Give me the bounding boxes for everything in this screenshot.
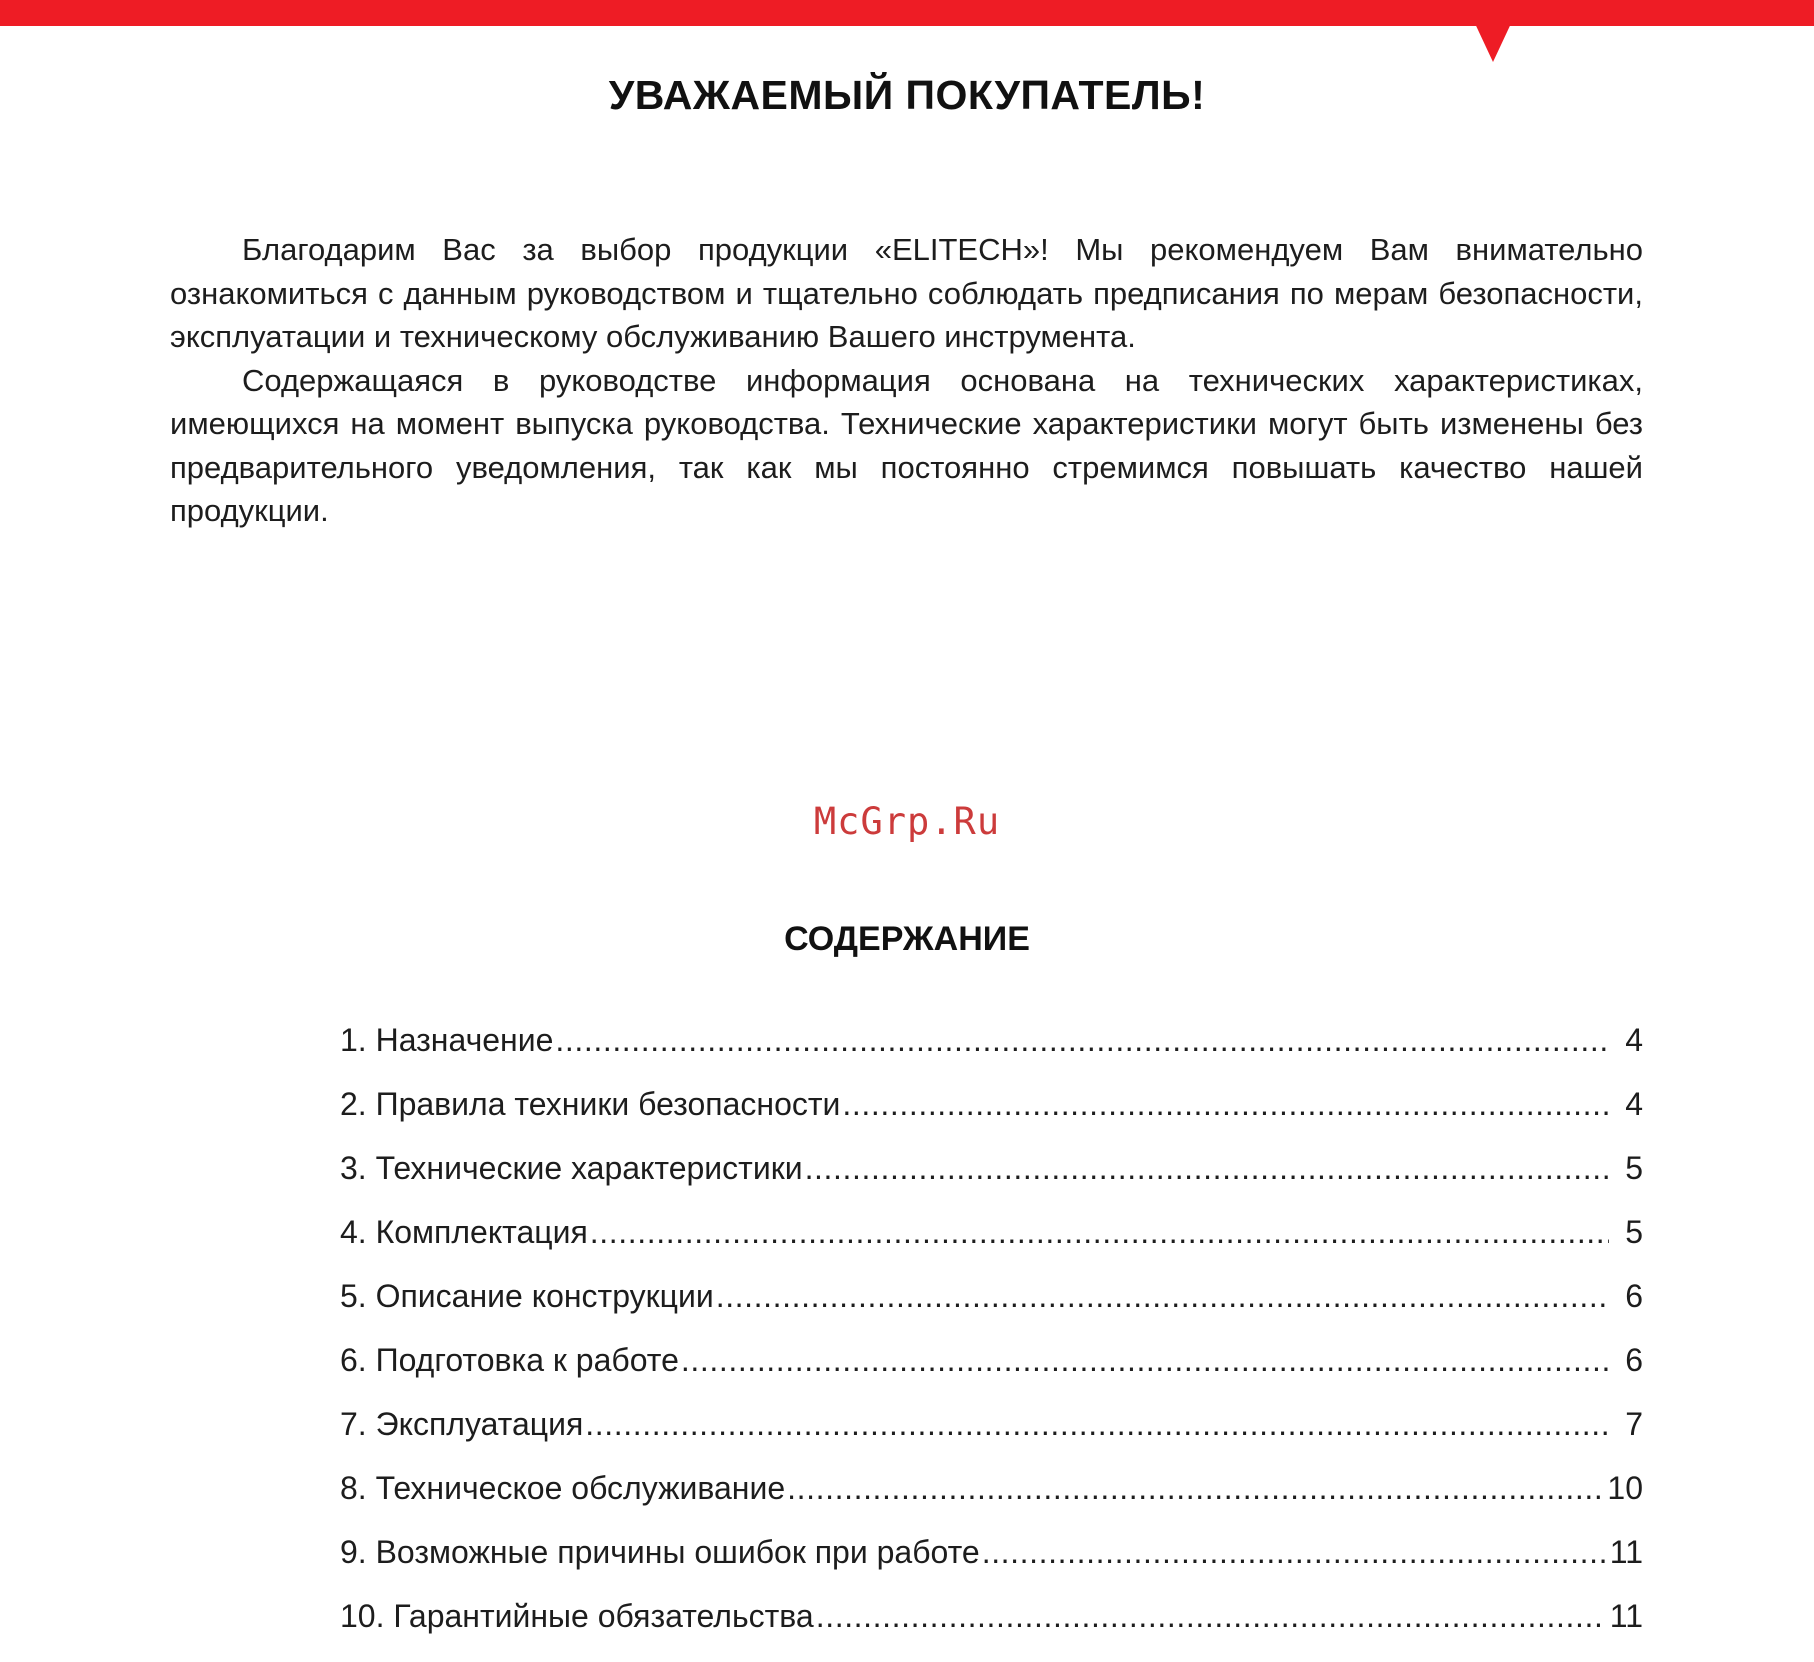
toc-item-preparation[interactable] (340, 1342, 1643, 1406)
toc-item-label: 6. Подготовка к работе (340, 1342, 679, 1378)
toc-item-troubleshooting[interactable] (340, 1534, 1643, 1598)
toc-title: СОДЕРЖАНИЕ (784, 920, 1030, 958)
toc-item-page: 4 (1625, 1022, 1643, 1058)
intro-text (170, 228, 1643, 533)
toc-item-warranty[interactable] (340, 1598, 1643, 1662)
toc-item-label: 5. Описание конструкции (340, 1278, 714, 1314)
header-red-band (0, 0, 1814, 26)
toc-item-label: 10. Гарантийные обязательства (340, 1598, 814, 1634)
toc-item-label: 7. Эксплуатация (340, 1406, 584, 1442)
toc-item-page: 11 (1609, 1598, 1643, 1634)
watermark: McGrp.Ru (813, 800, 1001, 843)
toc-item-page: 5 (1625, 1214, 1643, 1250)
toc-dot-leader (787, 1470, 1603, 1507)
toc-dot-leader (590, 1214, 1609, 1251)
toc-dot-leader (816, 1598, 1606, 1635)
intro-paragraph-1: Благодарим Вас за выбор продукции «ELITECH»! Мы рекомендуем Вам внимательно ознакомиться с данным руководством и тщательно соблюдать предписания по мерам безопасности, эксплуатации и техническому обслуживанию Вашего инструмента. (170, 232, 1643, 354)
toc-item-label: 1. Назначение (340, 1022, 554, 1058)
toc-item-purpose[interactable] (340, 1022, 1643, 1086)
toc-item-page: 10 (1607, 1470, 1643, 1506)
toc-item-design[interactable] (340, 1278, 1643, 1342)
page-title: УВАЖАЕМЫЙ ПОКУПАТЕЛЬ! (608, 72, 1206, 118)
toc-dot-leader (805, 1150, 1609, 1187)
toc-item-page: 11 (1609, 1534, 1643, 1570)
toc-item-page: 6 (1625, 1278, 1643, 1314)
toc-dot-leader (681, 1342, 1609, 1379)
toc-dot-leader (716, 1278, 1609, 1315)
toc-item-safety[interactable] (340, 1086, 1643, 1150)
toc-dot-leader (982, 1534, 1606, 1571)
toc-item-specifications[interactable] (340, 1150, 1643, 1214)
toc-dot-leader (585, 1406, 1609, 1443)
toc-dot-leader (842, 1086, 1609, 1123)
toc-item-label: 3. Технические характеристики (340, 1150, 803, 1186)
toc-item-label: 4. Комплектация (340, 1214, 588, 1250)
toc-item-label: 9. Возможные причины ошибок при работе (340, 1534, 980, 1570)
toc-item-page: 4 (1625, 1086, 1643, 1122)
table-of-contents (340, 1022, 1643, 1662)
toc-dot-leader (555, 1022, 1609, 1059)
toc-item-maintenance[interactable] (340, 1470, 1643, 1534)
toc-item-label: 2. Правила техники безопасности (340, 1086, 841, 1122)
toc-item-page: 5 (1625, 1150, 1643, 1186)
toc-item-operation[interactable] (340, 1406, 1643, 1470)
intro-paragraph-2: Содержащаяся в руководстве информация основана на технических характеристиках, имеющихся на момент выпуска руководства. Технические характеристики могут быть изменены без предварительного уведомления, так как мы постоянно стремимся повышать качество нашей продукции. (170, 362, 1643, 528)
toc-item-label: 8. Техническое обслуживание (340, 1470, 786, 1506)
toc-item-page: 6 (1625, 1342, 1643, 1378)
toc-item-page: 7 (1625, 1406, 1643, 1442)
toc-item-package[interactable] (340, 1214, 1643, 1278)
